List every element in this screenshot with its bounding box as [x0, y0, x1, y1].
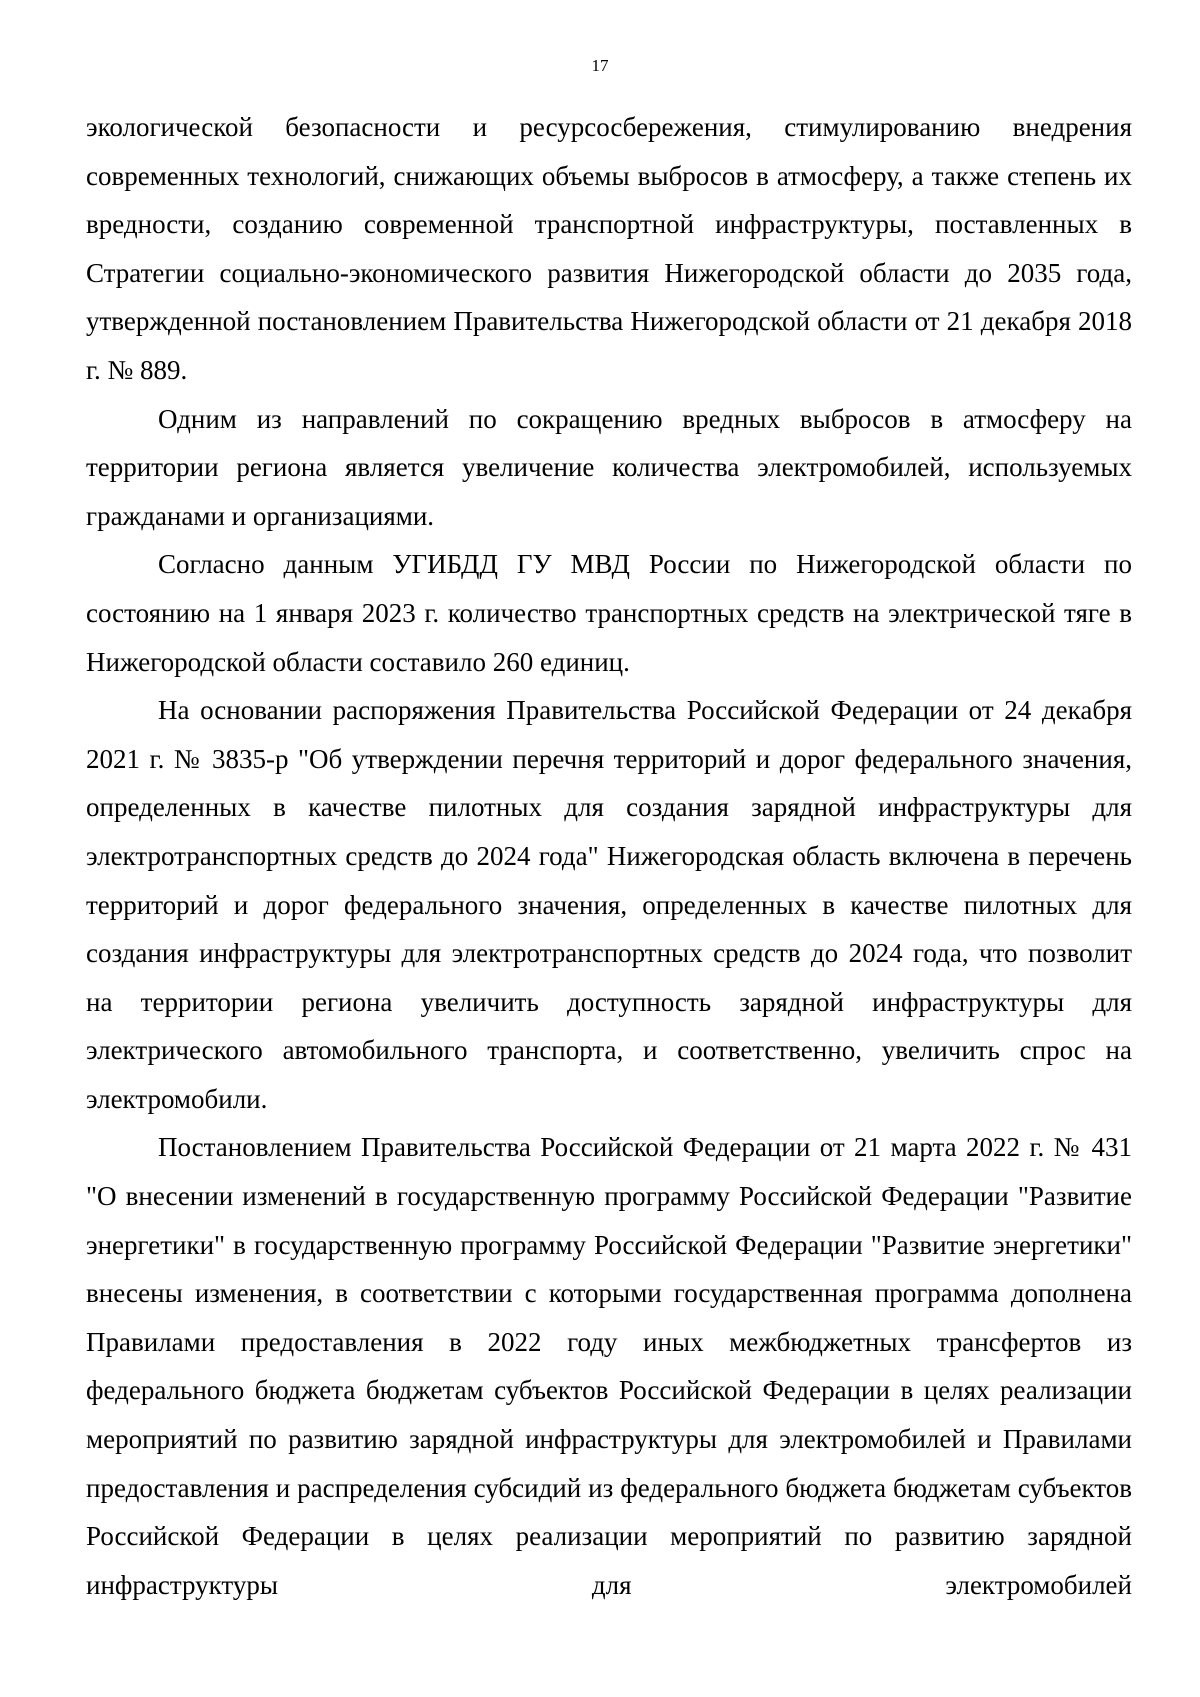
document-body	[86, 103, 1132, 1609]
paragraph-pilot-territories: На основании распоряжения Правительства Российской Федерации от 24 декабря 2021 г. № 3835-р "Об утверждении перечня территорий и дорог федерального значения, определенных в качестве пилотных для создания зарядной инфраструктуры для электротранспортных средств до 2024 года" Нижегородская область включена в перечень территорий и дорог федерального значения, определенных в качестве пилотных для создания инфраструктуры для электротранспортных средств до 2024 года, что позволит на территории региона увеличить доступность зарядной инфраструктуры для электрического автомобильного транспорта, и соответственно, увеличить спрос на электромобили.	[86, 695, 1132, 1114]
page-number: 17	[591, 56, 609, 75]
paragraph-continuation: экологической безопасности и ресурсосбережения, стимулированию внедрения современных технологий, снижающих объемы выбросов в атмосферу, а также степень их вредности, созданию современной транспортной инфраструктуры, поставленных в Стратегии социально-экономического развития Нижегородской области до 2035 года, утвержденной постановлением Правительства Нижегородской области от 21 декабря 2018 г. № 889.	[86, 112, 1132, 385]
paragraph-emissions-reduction: Одним из направлений по сокращению вредных выбросов в атмосферу на территории региона является увеличение количества электромобилей, используемых гражданами и организациями.	[86, 403, 1132, 531]
paragraph-government-decree: Постановлением Правительства Российской Федерации от 21 марта 2022 г. № 431 "О внесении изменений в государственную программу Российской Федерации "Развитие энергетики" в государственную программу Российской Федерации "Развитие энергетики" внесены изменения, в соответствии с которыми государственная программа дополнена Правилами предоставления в 2022 году иных межбюджетных трансфертов из федерального бюджета бюджетам субъектов Российской Федерации в целях реализации мероприятий по развитию зарядной инфраструктуры для электромобилей и Правилами предоставления и распределения субсидий из федерального бюджета бюджетам субъектов Российской Федерации в целях реализации мероприятий по развитию зарядной инфраструктуры для электромобилей	[86, 1132, 1132, 1600]
paragraph-ev-count: Согласно данным УГИБДД ГУ МВД России по Нижегородской области по состоянию на 1 января 2023 г. количество транспортных средств на электрической тяге в Нижегородской области составило 260 единиц.	[86, 549, 1132, 677]
